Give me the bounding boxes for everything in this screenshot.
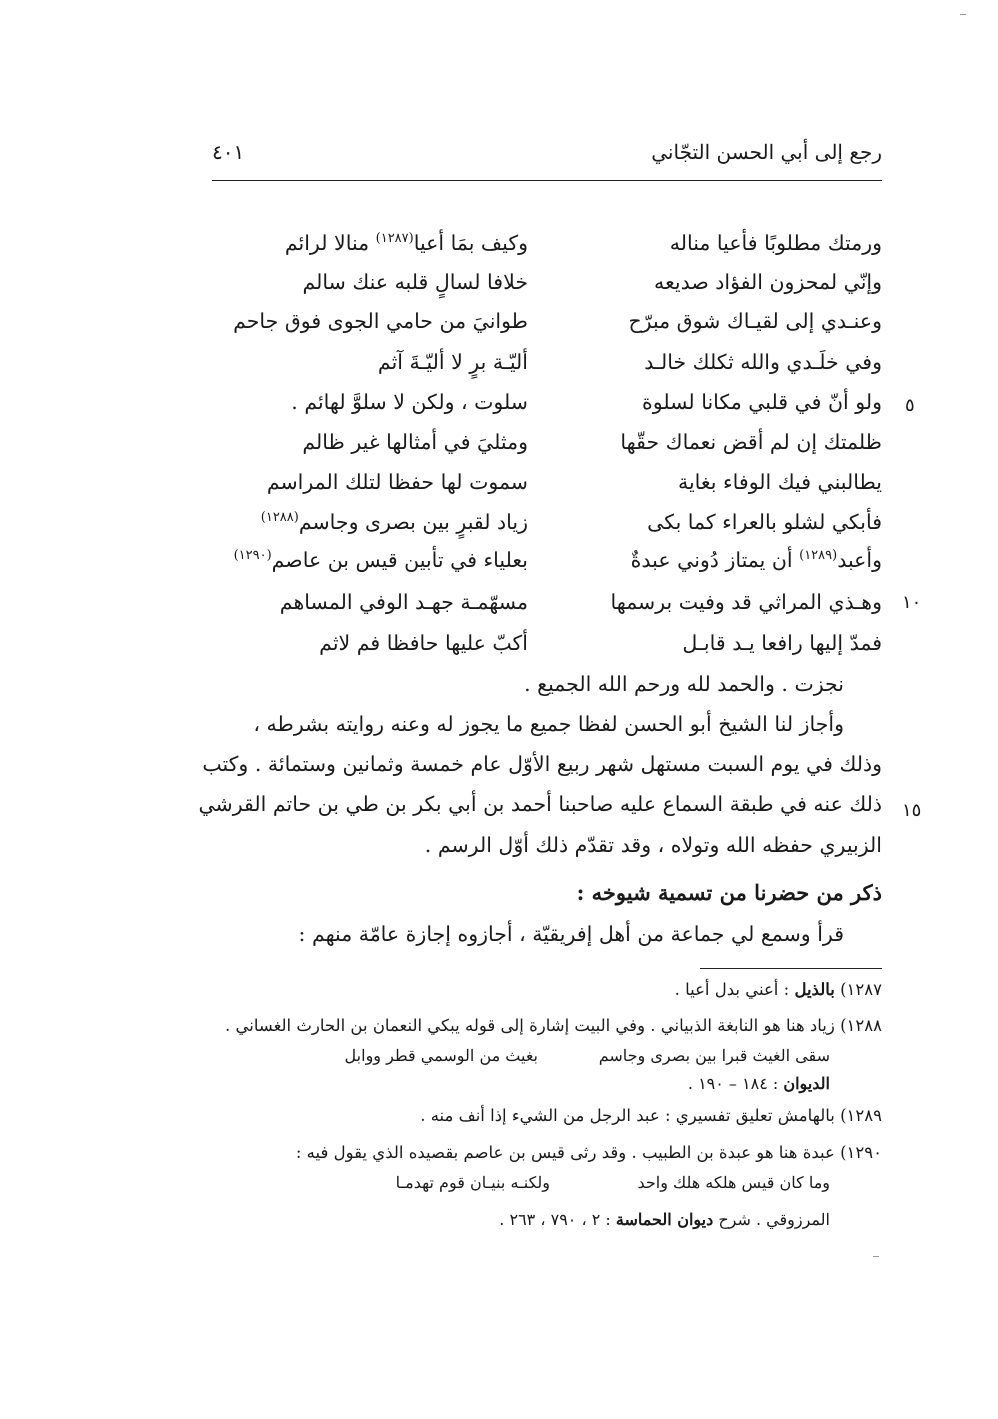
footnote-number: ١٢٨٩) <box>840 1106 882 1125</box>
footnote-text: زياد هنا هو النابغة الذبياني . وفي البيت إشارة إلى قوله يبكي النعمان بن الحارث الغساني . <box>224 1016 835 1035</box>
verse-9-first-hemistich <box>631 548 882 572</box>
footnote-1288-verse-b: بغيث من الوسمي قطر ووابل <box>344 1046 538 1065</box>
footnote-ref-1289: (١٢٨٩) <box>799 548 838 564</box>
running-header <box>212 140 882 180</box>
verse-text: زياد لقبرٍ بين بصرى وجاسم <box>298 510 528 534</box>
verse-10-first-hemistich: وهـذي المراثي قد وفيت برسمها <box>610 590 882 614</box>
source-author: المرزوقي . شرح <box>713 1210 830 1229</box>
header-rule <box>212 180 882 181</box>
verse-text: منالا لرائم <box>284 231 376 255</box>
footnote-1287 <box>675 980 882 999</box>
verse-11-second-hemistich: أكبّ عليها حافظا فم لاثم <box>319 631 528 655</box>
line-number-5: ٥ <box>905 395 915 416</box>
footnote-number: ١٢٩٠) <box>840 1143 882 1162</box>
source-title: ديوان الحماسة <box>615 1210 714 1229</box>
verse-9-second-hemistich <box>234 548 528 572</box>
verse-7-first-hemistich: يطالبني فيك الوفاء بغاية <box>677 470 882 494</box>
footnote-1288 <box>225 1016 882 1035</box>
footnote-text: عبدة هنا هو عبدة بن الطبيب . وقد رثى قيس بن عاصم بقصيده الذي يقول فيه : <box>295 1143 835 1162</box>
scan-mark <box>960 14 966 15</box>
verse-1-first-hemistich: ورمتك مطلوبًا فأعيا مناله <box>669 231 882 255</box>
page-number: ٤٠١ <box>212 140 245 164</box>
verse-1-second-hemistich <box>285 231 528 255</box>
verse-text: وكيف بمَا أعيا <box>413 231 528 255</box>
footnote-ref-1287: (١٢٨٧) <box>375 231 414 247</box>
line-number-15: ١٥ <box>902 800 922 821</box>
footnote-text: بالهامش تعليق تفسيري : عبد الرجل من الشيء إذا أنف منه . <box>420 1106 835 1125</box>
verse-8-second-hemistich <box>261 510 528 534</box>
verse-5-first-hemistich: ولو أنّ في قلبي مكانا لسلوة <box>642 390 882 414</box>
verse-6-second-hemistich: ومثليَ في أمثالها غير ظالم <box>302 430 528 454</box>
paragraph-line: وأجاز لنا الشيخ أبو الحسن لفظا جميع ما يجوز له وعنه روايته بشرطه ، <box>253 712 844 736</box>
section-heading: ذكر من حضرنا من تسمية شيوخه : <box>576 880 882 905</box>
footnote-text: : أعني بدل أعيا . <box>674 980 795 999</box>
verse-10-second-hemistich: مسهّمـة جهـد الوفي المساهم <box>279 590 528 614</box>
line-number-10: ١٠ <box>902 592 922 613</box>
footnote-1290-source <box>499 1210 830 1229</box>
verse-3-first-hemistich: وعنـدي إلى لقيـاك شوق مبرّح <box>628 309 882 333</box>
verse-text: وأعبد <box>837 548 882 572</box>
running-title: رجع إلى أبي الحسن التجّاني <box>651 140 882 164</box>
verse-3-second-hemistich: طوانيَ من حامي الجوى فوق جاحم <box>233 309 528 333</box>
source-title: الديوان <box>783 1074 830 1093</box>
footnote-1290 <box>296 1143 882 1162</box>
footnote-1288-verse-a: سقى الغيث قبرا بين بصرى وجاسم <box>598 1046 830 1065</box>
paragraph-line: الزبيري حفظه الله وتولاه ، وقد تقدّم ذلك أوّل الرسم . <box>424 833 882 857</box>
verse-11-first-hemistich: فمدّ إليها رافعا يـد قابـل <box>682 631 882 655</box>
footnote-keyword: بالذيل <box>794 980 835 999</box>
verse-2-first-hemistich: وإنّي لمحزون الفؤاد صديعه <box>653 270 882 294</box>
verse-5-second-hemistich: سلوت ، ولكن لا سلوَّ لهائم . <box>291 390 528 414</box>
verse-8-first-hemistich: فأبكي لشلو بالعراء كما بكى <box>647 510 882 534</box>
footnote-1290-verse-a: وما كان قيس هلكه هلك واحد <box>637 1173 830 1192</box>
paragraph-line: ذلك عنه في طبقة السماع عليه صاحبنا أحمد بن أبي بكر بن طي بن حاتم القرشي <box>198 792 882 816</box>
footnote-ref-1288: (١٢٨٨) <box>260 510 299 526</box>
footnote-1290-verse-b: ولكنـه بنيـان قوم تهدمـا <box>395 1173 550 1192</box>
verse-4-first-hemistich: وفي خلَـدي والله ثكلك خالـد <box>644 350 882 374</box>
verse-7-second-hemistich: سموت لها حفظا لتلك المراسم <box>266 470 528 494</box>
verse-2-second-hemistich: خلافا لسالٍ قلبه عنك سالم <box>302 270 528 294</box>
footnote-rule <box>700 968 882 969</box>
footnote-ref-1290: (١٢٩٠) <box>233 548 272 564</box>
footnote-1289 <box>420 1106 882 1125</box>
footnote-number: ١٢٨٧) <box>840 980 882 999</box>
closing-line: نجزت . والحمد لله ورحم الله الجميع . <box>524 672 844 696</box>
verse-4-second-hemistich: أليّـة برٍ لا أليّـةَ آثم <box>377 350 528 374</box>
footnote-number: ١٢٨٨) <box>840 1016 882 1035</box>
paragraph-line: وذلك في يوم السبت مستهل شهر ربيع الأوّل عام خمسة وثمانين وستمائة . وكتب <box>202 752 882 776</box>
source-pages: : ٢ ، ٧٩٠ ، ٢٦٣ . <box>499 1210 616 1229</box>
scan-mark <box>873 1256 879 1257</box>
verse-text: بعلياء في تأبين قيس بن عاصم <box>271 548 528 572</box>
verse-text: أن يمتاز دُوني عبدةٌ <box>630 548 800 572</box>
paragraph-line: قرأ وسمع لي جماعة من أهل إفريقيّة ، أجازوه إجازة عامّة منهم : <box>298 922 844 946</box>
source-pages: : ١٨٤ – ١٩٠ . <box>687 1074 784 1093</box>
footnote-1288-source <box>688 1074 830 1093</box>
verse-6-first-hemistich: ظلمتك إن لم أقض نعماك حقّها <box>620 430 882 454</box>
